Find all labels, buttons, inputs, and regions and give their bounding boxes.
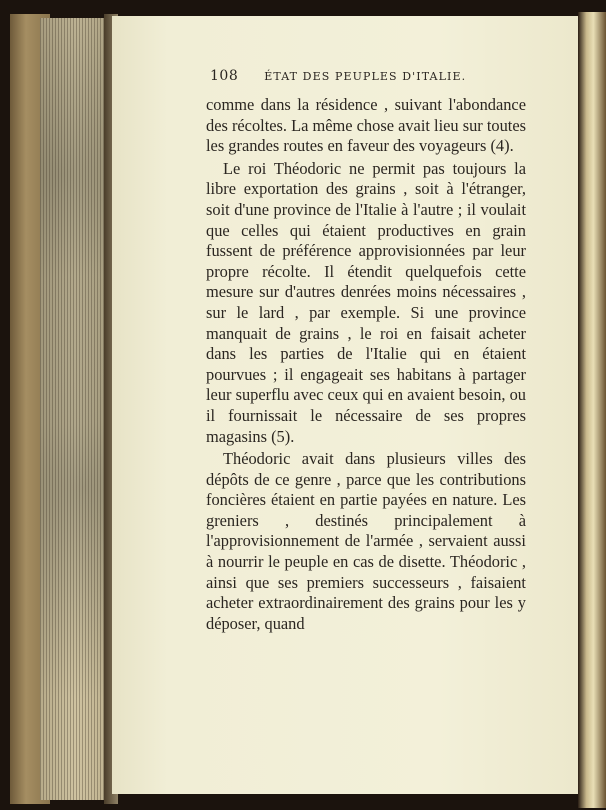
- page-block-edges: [40, 18, 112, 800]
- paragraph: comme dans la résidence , suivant l'abondance des récoltes. La même chose avait lieu sur toutes les grandes routes en faveur des voyageurs (4).: [206, 95, 526, 156]
- running-title: ÉTAT DES PEUPLES D'ITALIE.: [264, 70, 467, 83]
- paragraph: Le roi Théodoric ne permit pas toujours la libre exportation des grains , soit à l'étranger, soit d'une province de l'Italie à l'autre ; il voulait que celles qui étaient productives en grain fussent de préférence approvisionnées par leur propre récolte. Il étendit quelquefois cette mesure sur d'autres denrées moins nécessaires , sur le lard , par exemple. Si une province manquait de grains , le roi en faisait acheter dans les parties de l'Italie qui en étaient pourvues ; il engageait ses habitans à partager leur superflu avec ceux qui en avaient besoin, ou il fournissait le nécessaire de ses propres magasins (5).: [206, 158, 526, 446]
- body-text: [206, 95, 526, 634]
- page-header: [210, 68, 530, 84]
- page-number: 108: [210, 68, 239, 84]
- paragraph: Théodoric avait dans plusieurs villes des dépôts de ce genre , parce que les contributions foncières étaient en partie payées en nature. Les greniers , destinés principalement à l'approvisionnement de l'armée , servaient aussi à nourrir le peuple en cas de disette. Théodoric , ainsi que ses premiers successeurs , faisaient acheter extraordinairement des grains pour les y déposer, quand: [206, 449, 526, 633]
- facing-page-edge: [578, 12, 606, 808]
